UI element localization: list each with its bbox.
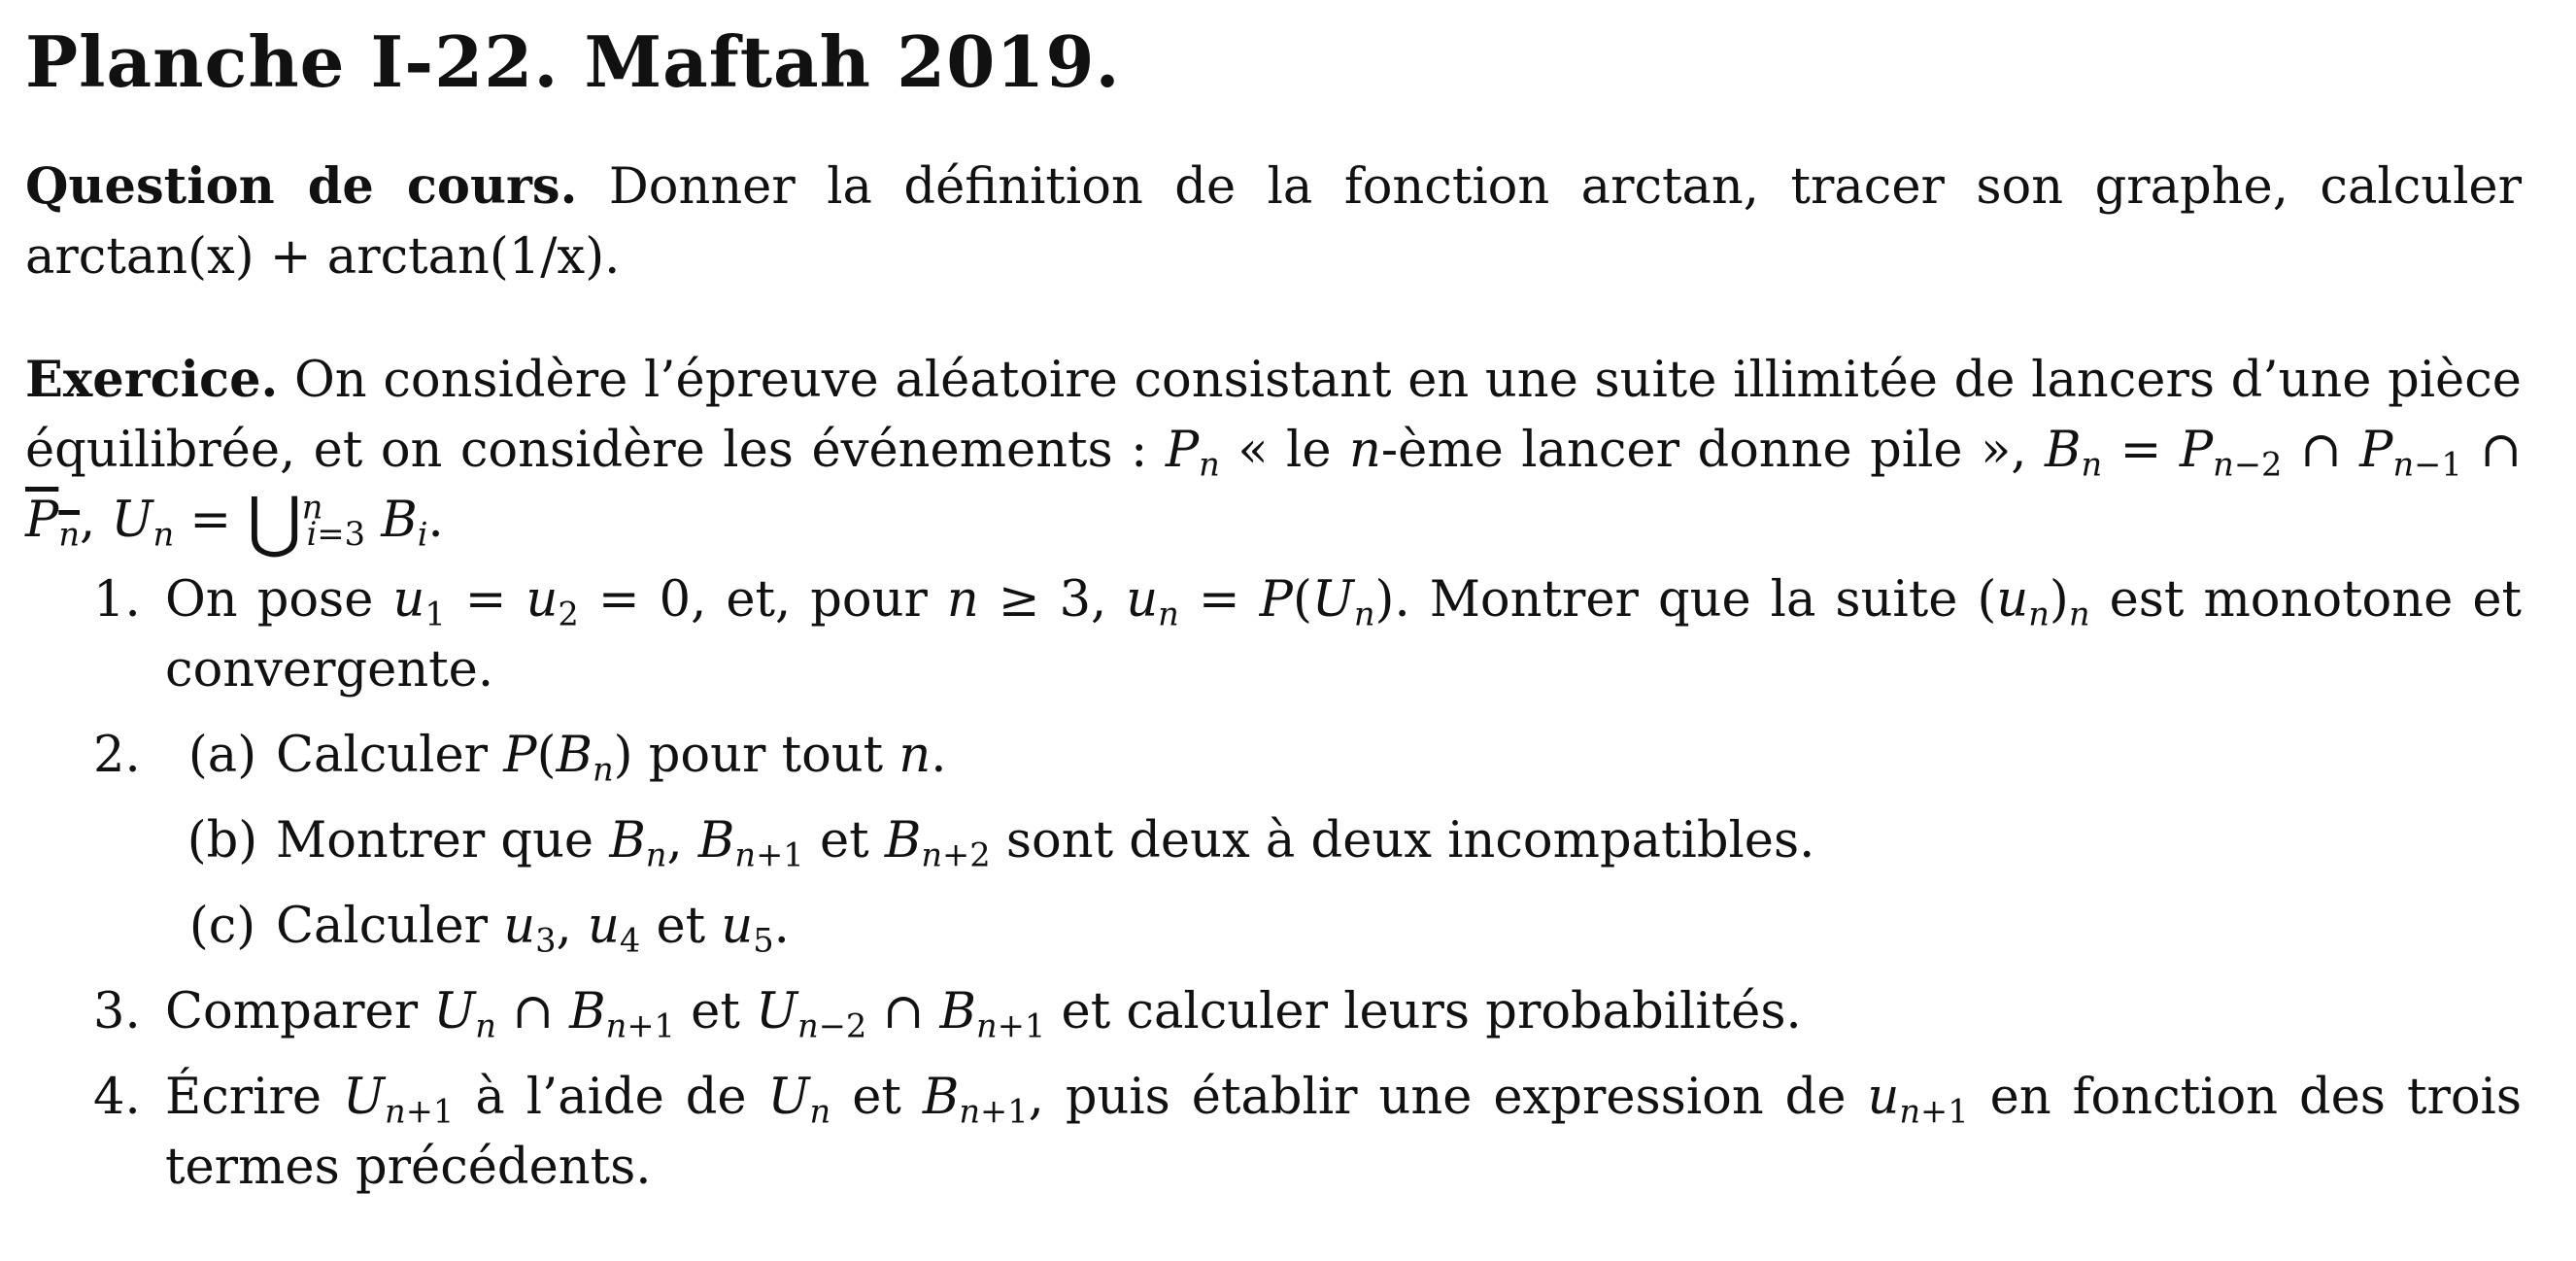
math: $U_{n-2}$ ∩ $B_{n+1}$ — [756, 983, 1046, 1045]
sub-label: (a) — [187, 727, 257, 784]
item-text: et — [852, 1069, 901, 1126]
item-text: Écrire — [165, 1069, 322, 1126]
cours-text: Donner la définition de la fonction arctan, tracer son graphe, calculer arctan(x) + arctan(1/x). — [25, 158, 2522, 286]
math: $U_n$ — [767, 1069, 831, 1131]
item-text: pour tout — [648, 727, 884, 784]
item-text: à l’aide de — [475, 1069, 747, 1126]
item-text: Comparer — [165, 983, 419, 1040]
item-number: 2. — [93, 727, 141, 784]
math: n ≥ 3, $u_n = P(U_n)$. — [946, 571, 1410, 633]
exercice-lead: Exercice. — [25, 351, 279, 409]
math-n: n — [1349, 422, 1381, 479]
question-2 — [25, 721, 2522, 962]
item-text: et — [656, 898, 706, 955]
math: $u_1 = u_2 = 0$ — [392, 571, 692, 633]
item-text: , puis établir une expression de — [1028, 1069, 1847, 1126]
item-text: et — [691, 983, 740, 1040]
item-text: Calculer — [276, 898, 489, 955]
math: $B_{n+2}$ — [884, 812, 991, 874]
math: $B_n$, $B_{n+1}$ — [609, 812, 804, 874]
item-text: sont deux à deux incompatibles. — [1005, 812, 1815, 869]
question-list — [25, 565, 2522, 1203]
cours-lead: Question de cours. — [25, 157, 578, 216]
item-text: On pose — [165, 571, 374, 629]
subquestion-a — [150, 721, 2522, 791]
item-text: Calculer — [276, 727, 489, 784]
math: n. — [898, 727, 947, 784]
item-text: et — [819, 812, 869, 869]
item-number: 3. — [93, 983, 141, 1040]
sub-label: (b) — [186, 812, 258, 869]
question-1 — [25, 565, 2522, 705]
math: $u_{n+1}$ — [1867, 1069, 1969, 1131]
math-bn-definition: $B_n = P_{n-2}$ ∩ $P_{n-1}$ ∩ $P_n$, — [25, 422, 2523, 554]
math: $P(B_n)$ — [503, 727, 633, 789]
math: $u_3$, $u_4$ — [503, 898, 641, 960]
math: $U_n$ ∩ $B_{n+1}$ — [433, 983, 675, 1045]
math: $B_{n+1}$ — [922, 1069, 1029, 1131]
subquestion-c — [150, 892, 2522, 962]
subquestion-b — [150, 806, 2522, 876]
sub-label: (c) — [188, 898, 256, 955]
math: $U_{n+1}$ — [343, 1069, 455, 1131]
item-text: en fonction des trois termes précédents. — [165, 1069, 2523, 1196]
item-text: Montrer que la suite — [1429, 571, 1958, 629]
item-text: est monotone et convergente. — [165, 571, 2523, 699]
math: $u_5$. — [721, 898, 790, 960]
exercice-paragraph — [25, 345, 2523, 562]
item-number: 4. — [93, 1069, 141, 1126]
exercice-text-3: -ème lancer donne pile », — [1380, 422, 2027, 479]
item-text: Montrer que — [276, 812, 594, 869]
exercice-text-2: « le — [1237, 422, 1332, 479]
math-un-definition: $U_n$ = ⋃$^n_{i=3}$ $B_i$. — [111, 483, 444, 562]
math: $(u_n)_n$ — [1977, 571, 2090, 633]
math-pn: $P_n$ — [1165, 422, 1220, 484]
item-text: et calculer leurs probabilités. — [1061, 983, 1802, 1040]
question-3 — [25, 977, 2522, 1047]
cours-paragraph — [25, 152, 2522, 292]
document-page — [25, 21, 2522, 1218]
item-text: , et, pour — [691, 571, 928, 629]
item-number: 1. — [93, 571, 141, 629]
question-4 — [25, 1063, 2522, 1203]
page-title: Planche I-22. Maftah 2019. — [25, 20, 1121, 103]
exercice-text: On considère l’épreuve aléatoire consistant en une suite illimitée de lancers d’une pièce équilibrée, et on considère les événements : — [25, 352, 2522, 479]
subquestion-list — [165, 721, 2522, 962]
